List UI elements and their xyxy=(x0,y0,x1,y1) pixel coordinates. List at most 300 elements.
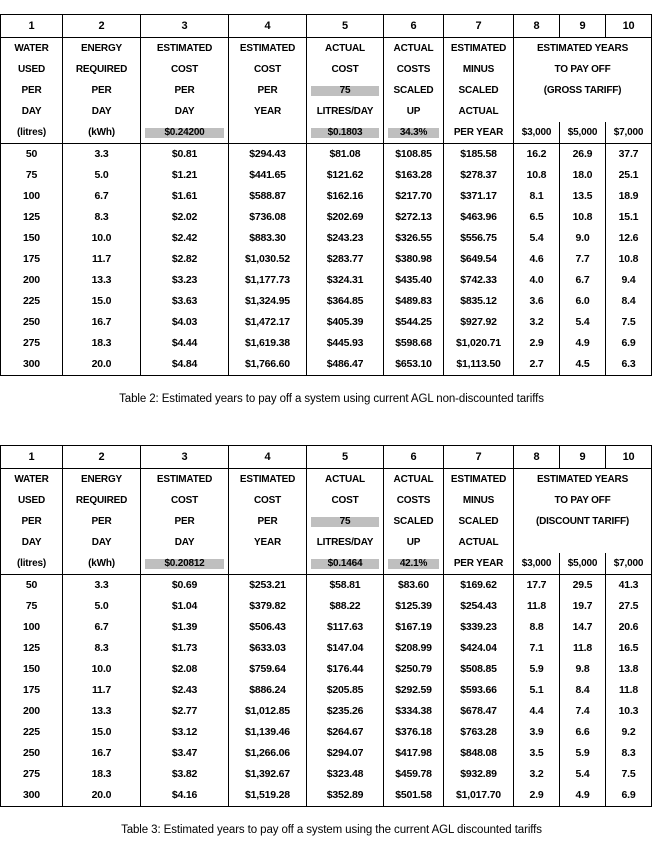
cell-r7-c7: $678.47 xyxy=(444,701,514,722)
header-col7-line2: MINUS xyxy=(444,59,514,80)
cell-r4-c7: $463.96 xyxy=(444,207,514,228)
table-2-body xyxy=(1,15,652,144)
cell-r8-c9: 6.6 xyxy=(560,722,606,743)
cell-r1-c3: $0.69 xyxy=(141,575,229,597)
table-2-data-rows xyxy=(1,144,652,376)
cell-r3-c10: 18.9 xyxy=(606,186,652,207)
table-3-block xyxy=(0,445,663,807)
cell-r1-c9: 29.5 xyxy=(560,575,606,597)
table-row xyxy=(1,312,652,333)
unit-col2: (kWh) xyxy=(63,122,141,144)
cell-r11-c10: 6.9 xyxy=(606,785,652,807)
header-col5-line2: COST xyxy=(307,59,384,80)
cell-r3-c3: $1.61 xyxy=(141,186,229,207)
cell-r9-c8: 3.5 xyxy=(514,743,560,764)
cell-r5-c5: $243.23 xyxy=(307,228,384,249)
cell-r7-c7: $742.33 xyxy=(444,270,514,291)
cell-r4-c5: $202.69 xyxy=(307,207,384,228)
cell-r9-c4: $1,266.06 xyxy=(229,743,307,764)
cell-r2-c1: 75 xyxy=(1,165,63,186)
header-col3-line4: DAY xyxy=(141,532,229,553)
cell-r3-c1: 100 xyxy=(1,186,63,207)
col-num-5: 5 xyxy=(307,15,384,38)
header-col6-line3: SCALED xyxy=(384,80,444,101)
cell-r1-c6: $83.60 xyxy=(384,575,444,597)
cell-r6-c8: 4.6 xyxy=(514,249,560,270)
cell-r7-c2: 13.3 xyxy=(63,270,141,291)
estimated-rate-value: $0.24200 xyxy=(145,128,224,138)
cell-r4-c7: $424.04 xyxy=(444,638,514,659)
col-num-10: 10 xyxy=(606,15,652,38)
cell-r10-c1: 275 xyxy=(1,764,63,785)
cell-r4-c2: 8.3 xyxy=(63,638,141,659)
header-col2-line3: PER xyxy=(63,511,141,532)
cell-r11-c7: $1,113.50 xyxy=(444,354,514,376)
cell-r3-c2: 6.7 xyxy=(63,186,141,207)
header-line-3 xyxy=(1,511,652,532)
header-col6-line3: SCALED xyxy=(384,511,444,532)
cell-r7-c9: 6.7 xyxy=(560,270,606,291)
header-col5-line4: LITRES/DAY xyxy=(307,532,384,553)
header-col1-line2: USED xyxy=(1,490,63,511)
cell-r7-c10: 9.4 xyxy=(606,270,652,291)
header-payoff-title-line2: TO PAY OFF xyxy=(514,490,652,511)
cell-r9-c1: 250 xyxy=(1,312,63,333)
table-row xyxy=(1,722,652,743)
cell-r2-c4: $379.82 xyxy=(229,596,307,617)
cell-r2-c3: $1.04 xyxy=(141,596,229,617)
header-col5-line4: LITRES/DAY xyxy=(307,101,384,122)
cell-r11-c5: $486.47 xyxy=(307,354,384,376)
cell-r7-c1: 200 xyxy=(1,270,63,291)
cell-r4-c8: 7.1 xyxy=(514,638,560,659)
cell-r11-c8: 2.9 xyxy=(514,785,560,807)
cell-r8-c1: 225 xyxy=(1,291,63,312)
cell-r9-c1: 250 xyxy=(1,743,63,764)
cell-r4-c4: $633.03 xyxy=(229,638,307,659)
unit-col8: $3,000 xyxy=(514,553,560,575)
estimated-rate-value: $0.20812 xyxy=(145,559,224,569)
cell-r11-c4: $1,766.60 xyxy=(229,354,307,376)
cell-r9-c7: $848.08 xyxy=(444,743,514,764)
cell-r3-c5: $162.16 xyxy=(307,186,384,207)
cell-r8-c6: $376.18 xyxy=(384,722,444,743)
col-num-10: 10 xyxy=(606,446,652,469)
header-col6-line2: COSTS xyxy=(384,59,444,80)
unit-col8: $3,000 xyxy=(514,122,560,144)
table-row xyxy=(1,333,652,354)
cell-r5-c1: 150 xyxy=(1,228,63,249)
cell-r10-c6: $459.78 xyxy=(384,764,444,785)
cell-r2-c6: $125.39 xyxy=(384,596,444,617)
cell-r2-c1: 75 xyxy=(1,596,63,617)
cell-r4-c2: 8.3 xyxy=(63,207,141,228)
cell-r5-c8: 5.4 xyxy=(514,228,560,249)
header-line-2 xyxy=(1,490,652,511)
cell-r9-c2: 16.7 xyxy=(63,743,141,764)
cell-r8-c4: $1,139.46 xyxy=(229,722,307,743)
cell-r6-c9: 8.4 xyxy=(560,680,606,701)
cell-r6-c7: $593.66 xyxy=(444,680,514,701)
header-col6-line4: UP xyxy=(384,532,444,553)
cell-r1-c4: $253.21 xyxy=(229,575,307,597)
cell-r8-c1: 225 xyxy=(1,722,63,743)
unit-col1: (litres) xyxy=(1,553,63,575)
cell-r6-c4: $886.24 xyxy=(229,680,307,701)
cell-r6-c7: $649.54 xyxy=(444,249,514,270)
col-num-7: 7 xyxy=(444,15,514,38)
cell-r4-c9: 11.8 xyxy=(560,638,606,659)
col-num-9: 9 xyxy=(560,446,606,469)
header-col2-line1: ENERGY xyxy=(63,38,141,60)
header-payoff-title-line1: ESTIMATED YEARS xyxy=(514,38,652,60)
cell-r7-c8: 4.0 xyxy=(514,270,560,291)
cell-r6-c2: 11.7 xyxy=(63,680,141,701)
col-num-4: 4 xyxy=(229,15,307,38)
header-col5-line1: ACTUAL xyxy=(307,469,384,491)
cell-r1-c7: $169.62 xyxy=(444,575,514,597)
table-row xyxy=(1,575,652,597)
cell-r1-c2: 3.3 xyxy=(63,575,141,597)
cell-r1-c5: $58.81 xyxy=(307,575,384,597)
cell-r6-c1: 175 xyxy=(1,680,63,701)
cell-r5-c5: $176.44 xyxy=(307,659,384,680)
cell-r10-c4: $1,392.67 xyxy=(229,764,307,785)
cell-r8-c3: $3.63 xyxy=(141,291,229,312)
header-col3-line4: DAY xyxy=(141,101,229,122)
table-row xyxy=(1,764,652,785)
cell-r1-c3: $0.81 xyxy=(141,144,229,166)
cell-r2-c5: $121.62 xyxy=(307,165,384,186)
header-col4-line1: ESTIMATED xyxy=(229,38,307,60)
header-col6-line2: COSTS xyxy=(384,490,444,511)
cell-r10-c3: $3.82 xyxy=(141,764,229,785)
header-col4-line4: YEAR xyxy=(229,532,307,553)
cell-r11-c9: 4.9 xyxy=(560,785,606,807)
cell-r8-c8: 3.9 xyxy=(514,722,560,743)
header-line-3 xyxy=(1,80,652,101)
header-col3-line1: ESTIMATED xyxy=(141,469,229,491)
estimated-rate-cell xyxy=(141,122,229,144)
cell-r7-c8: 4.4 xyxy=(514,701,560,722)
cell-r8-c2: 15.0 xyxy=(63,722,141,743)
cell-r3-c9: 13.5 xyxy=(560,186,606,207)
cell-r5-c8: 5.9 xyxy=(514,659,560,680)
table-row xyxy=(1,617,652,638)
cell-r2-c2: 5.0 xyxy=(63,596,141,617)
unit-col2: (kWh) xyxy=(63,553,141,575)
litres-per-day-value: 75 xyxy=(311,517,379,527)
cell-r6-c3: $2.82 xyxy=(141,249,229,270)
cell-r6-c6: $380.98 xyxy=(384,249,444,270)
cell-r5-c9: 9.8 xyxy=(560,659,606,680)
table-row xyxy=(1,207,652,228)
cell-r10-c8: 3.2 xyxy=(514,764,560,785)
table-3 xyxy=(0,445,652,807)
header-col5-litres-value xyxy=(307,511,384,532)
cell-r8-c8: 3.6 xyxy=(514,291,560,312)
cell-r6-c10: 10.8 xyxy=(606,249,652,270)
header-col3-line3: PER xyxy=(141,80,229,101)
header-col5-litres-value xyxy=(307,80,384,101)
header-col1-line1: WATER xyxy=(1,38,63,60)
header-col2-line4: DAY xyxy=(63,532,141,553)
cell-r5-c4: $759.64 xyxy=(229,659,307,680)
header-col1-line4: DAY xyxy=(1,532,63,553)
cell-r10-c2: 18.3 xyxy=(63,333,141,354)
cell-r2-c4: $441.65 xyxy=(229,165,307,186)
cell-r11-c3: $4.84 xyxy=(141,354,229,376)
cell-r8-c10: 9.2 xyxy=(606,722,652,743)
cell-r4-c6: $272.13 xyxy=(384,207,444,228)
cell-r6-c10: 11.8 xyxy=(606,680,652,701)
cell-r4-c3: $2.02 xyxy=(141,207,229,228)
cell-r11-c4: $1,519.28 xyxy=(229,785,307,807)
cell-r7-c3: $3.23 xyxy=(141,270,229,291)
cell-r7-c4: $1,012.85 xyxy=(229,701,307,722)
cell-r8-c10: 8.4 xyxy=(606,291,652,312)
cell-r6-c4: $1,030.52 xyxy=(229,249,307,270)
cell-r10-c3: $4.44 xyxy=(141,333,229,354)
header-col3-line1: ESTIMATED xyxy=(141,38,229,60)
cell-r9-c6: $417.98 xyxy=(384,743,444,764)
column-number-row xyxy=(1,446,652,469)
cell-r3-c6: $217.70 xyxy=(384,186,444,207)
table-row xyxy=(1,249,652,270)
header-col6-line4: UP xyxy=(384,101,444,122)
table-row xyxy=(1,659,652,680)
cell-r6-c5: $283.77 xyxy=(307,249,384,270)
cell-r9-c9: 5.9 xyxy=(560,743,606,764)
header-col6-line1: ACTUAL xyxy=(384,38,444,60)
cell-r3-c6: $167.19 xyxy=(384,617,444,638)
cell-r9-c5: $405.39 xyxy=(307,312,384,333)
cell-r9-c6: $544.25 xyxy=(384,312,444,333)
col-num-2: 2 xyxy=(63,15,141,38)
header-line-1 xyxy=(1,38,652,60)
col-num-3: 3 xyxy=(141,446,229,469)
caption-spacer-top xyxy=(0,376,663,393)
cell-r11-c1: 300 xyxy=(1,785,63,807)
header-col1-line3: PER xyxy=(1,511,63,532)
cell-r8-c4: $1,324.95 xyxy=(229,291,307,312)
litres-per-day-value: 75 xyxy=(311,86,379,96)
col-num-5: 5 xyxy=(307,446,384,469)
cell-r9-c3: $3.47 xyxy=(141,743,229,764)
actual-rate-cell xyxy=(307,122,384,144)
cell-r5-c9: 9.0 xyxy=(560,228,606,249)
cell-r5-c10: 13.8 xyxy=(606,659,652,680)
header-col3-line2: COST xyxy=(141,490,229,511)
cell-r3-c4: $588.87 xyxy=(229,186,307,207)
cell-r10-c10: 7.5 xyxy=(606,764,652,785)
header-line-4 xyxy=(1,532,652,553)
header-col1-line1: WATER xyxy=(1,469,63,491)
header-payoff-title-blank xyxy=(514,532,652,553)
cell-r11-c8: 2.7 xyxy=(514,354,560,376)
header-col6-line1: ACTUAL xyxy=(384,469,444,491)
cell-r9-c4: $1,472.17 xyxy=(229,312,307,333)
header-col7-line1: ESTIMATED xyxy=(444,38,514,60)
cell-r10-c4: $1,619.38 xyxy=(229,333,307,354)
header-col2-line2: REQUIRED xyxy=(63,59,141,80)
column-number-row xyxy=(1,15,652,38)
cell-r5-c7: $508.85 xyxy=(444,659,514,680)
cell-r9-c5: $294.07 xyxy=(307,743,384,764)
cell-r5-c6: $326.55 xyxy=(384,228,444,249)
unit-col1: (litres) xyxy=(1,122,63,144)
unit-col7: PER YEAR xyxy=(444,553,514,575)
header-col7-line4: ACTUAL xyxy=(444,101,514,122)
header-payoff-title-line3: (GROSS TARIFF) xyxy=(514,80,652,101)
cell-r4-c10: 15.1 xyxy=(606,207,652,228)
cell-r1-c9: 26.9 xyxy=(560,144,606,166)
cell-r9-c10: 8.3 xyxy=(606,743,652,764)
between-tables-spacer xyxy=(0,405,663,445)
cell-r3-c8: 8.8 xyxy=(514,617,560,638)
cell-r10-c10: 6.9 xyxy=(606,333,652,354)
header-col4-line2: COST xyxy=(229,59,307,80)
header-col2-line1: ENERGY xyxy=(63,469,141,491)
header-col4-line1: ESTIMATED xyxy=(229,469,307,491)
table-row xyxy=(1,701,652,722)
cell-r9-c9: 5.4 xyxy=(560,312,606,333)
cell-r4-c5: $147.04 xyxy=(307,638,384,659)
header-col4-line3: PER xyxy=(229,80,307,101)
cell-r6-c5: $205.85 xyxy=(307,680,384,701)
header-col7-line3: SCALED xyxy=(444,511,514,532)
header-col2-line3: PER xyxy=(63,80,141,101)
table-row xyxy=(1,743,652,764)
scaled-percent-value: 42.1% xyxy=(388,559,439,569)
cell-r4-c3: $1.73 xyxy=(141,638,229,659)
cell-r1-c6: $108.85 xyxy=(384,144,444,166)
cell-r7-c2: 13.3 xyxy=(63,701,141,722)
cell-r1-c1: 50 xyxy=(1,575,63,597)
cell-r10-c5: $445.93 xyxy=(307,333,384,354)
cell-r8-c7: $835.12 xyxy=(444,291,514,312)
cell-r7-c6: $435.40 xyxy=(384,270,444,291)
table-3-caption: Table 3: Estimated years to pay off a system using the current AGL discounted tariffs xyxy=(121,824,542,836)
caption-spacer-bottom xyxy=(0,807,663,824)
header-col1-line3: PER xyxy=(1,80,63,101)
cell-r10-c7: $1,020.71 xyxy=(444,333,514,354)
actual-rate-value: $0.1464 xyxy=(311,559,379,569)
cell-r10-c9: 4.9 xyxy=(560,333,606,354)
col-num-3: 3 xyxy=(141,15,229,38)
cell-r9-c3: $4.03 xyxy=(141,312,229,333)
cell-r10-c2: 18.3 xyxy=(63,764,141,785)
table-3-data-rows xyxy=(1,575,652,807)
table-row xyxy=(1,165,652,186)
table-3-body xyxy=(1,446,652,575)
col-num-4: 4 xyxy=(229,446,307,469)
cell-r2-c9: 19.7 xyxy=(560,596,606,617)
cell-r5-c4: $883.30 xyxy=(229,228,307,249)
cell-r8-c6: $489.83 xyxy=(384,291,444,312)
cell-r2-c5: $88.22 xyxy=(307,596,384,617)
unit-col9: $5,000 xyxy=(560,553,606,575)
cell-r11-c2: 20.0 xyxy=(63,354,141,376)
unit-col7: PER YEAR xyxy=(444,122,514,144)
col-num-9: 9 xyxy=(560,15,606,38)
header-col4-line3: PER xyxy=(229,511,307,532)
cell-r2-c2: 5.0 xyxy=(63,165,141,186)
header-col7-line4: ACTUAL xyxy=(444,532,514,553)
unit-rate-row xyxy=(1,122,652,144)
cell-r6-c3: $2.43 xyxy=(141,680,229,701)
scaled-percent-cell xyxy=(384,553,444,575)
table-row xyxy=(1,144,652,166)
cell-r11-c6: $501.58 xyxy=(384,785,444,807)
top-spacer xyxy=(0,0,663,14)
unit-col4 xyxy=(229,122,307,144)
table-row xyxy=(1,785,652,807)
cell-r2-c8: 11.8 xyxy=(514,596,560,617)
col-num-2: 2 xyxy=(63,446,141,469)
cell-r3-c3: $1.39 xyxy=(141,617,229,638)
actual-rate-cell xyxy=(307,553,384,575)
scaled-percent-value: 34.3% xyxy=(388,128,439,138)
cell-r6-c2: 11.7 xyxy=(63,249,141,270)
cell-r3-c1: 100 xyxy=(1,617,63,638)
cell-r1-c10: 37.7 xyxy=(606,144,652,166)
cell-r2-c6: $163.28 xyxy=(384,165,444,186)
header-payoff-title-line2: TO PAY OFF xyxy=(514,59,652,80)
header-col3-line3: PER xyxy=(141,511,229,532)
cell-r2-c9: 18.0 xyxy=(560,165,606,186)
cell-r2-c8: 10.8 xyxy=(514,165,560,186)
cell-r7-c4: $1,177.73 xyxy=(229,270,307,291)
cell-r5-c3: $2.08 xyxy=(141,659,229,680)
cell-r1-c4: $294.43 xyxy=(229,144,307,166)
col-num-1: 1 xyxy=(1,446,63,469)
cell-r11-c6: $653.10 xyxy=(384,354,444,376)
header-line-4 xyxy=(1,101,652,122)
cell-r7-c9: 7.4 xyxy=(560,701,606,722)
cell-r7-c3: $2.77 xyxy=(141,701,229,722)
header-col1-line2: USED xyxy=(1,59,63,80)
cell-r9-c10: 7.5 xyxy=(606,312,652,333)
cell-r9-c7: $927.92 xyxy=(444,312,514,333)
cell-r8-c3: $3.12 xyxy=(141,722,229,743)
cell-r11-c7: $1,017.70 xyxy=(444,785,514,807)
cell-r11-c5: $352.89 xyxy=(307,785,384,807)
cell-r1-c1: 50 xyxy=(1,144,63,166)
cell-r7-c1: 200 xyxy=(1,701,63,722)
col-num-6: 6 xyxy=(384,446,444,469)
header-col7-line1: ESTIMATED xyxy=(444,469,514,491)
estimated-rate-cell xyxy=(141,553,229,575)
cell-r3-c5: $117.63 xyxy=(307,617,384,638)
cell-r11-c9: 4.5 xyxy=(560,354,606,376)
cell-r5-c2: 10.0 xyxy=(63,228,141,249)
cell-r8-c2: 15.0 xyxy=(63,291,141,312)
cell-r4-c10: 16.5 xyxy=(606,638,652,659)
cell-r1-c8: 17.7 xyxy=(514,575,560,597)
cell-r1-c10: 41.3 xyxy=(606,575,652,597)
cell-r7-c5: $324.31 xyxy=(307,270,384,291)
cell-r4-c9: 10.8 xyxy=(560,207,606,228)
cell-r4-c4: $736.08 xyxy=(229,207,307,228)
table-row xyxy=(1,291,652,312)
cell-r2-c10: 25.1 xyxy=(606,165,652,186)
header-col2-line2: REQUIRED xyxy=(63,490,141,511)
header-col1-line4: DAY xyxy=(1,101,63,122)
cell-r8-c7: $763.28 xyxy=(444,722,514,743)
col-num-7: 7 xyxy=(444,446,514,469)
cell-r5-c10: 12.6 xyxy=(606,228,652,249)
